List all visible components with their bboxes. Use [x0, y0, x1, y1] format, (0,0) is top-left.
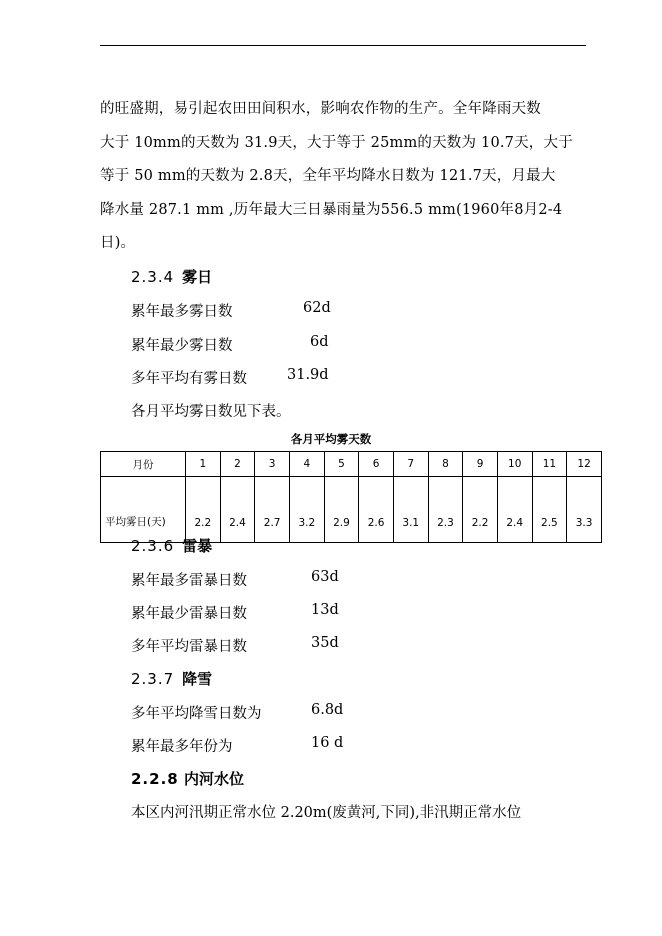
- stat-value: 35d: [311, 635, 339, 651]
- month-cell: 11: [532, 452, 567, 477]
- stat-value: 63d: [311, 569, 339, 585]
- snow-max-line: [131, 735, 344, 756]
- stat-label: 累年最多年份为: [131, 739, 233, 755]
- stat-value: 6d: [310, 334, 329, 350]
- month-cell: 6: [359, 452, 394, 477]
- snow-heading: [131, 668, 212, 689]
- value-cell: 2.5: [532, 477, 567, 543]
- paragraph-line: 降水量 287.1 mm ,历年最大三日暴雨量为556.5 mm(1960年8月2-4: [100, 201, 563, 218]
- value-cell: 2.4: [220, 477, 255, 543]
- river-text: 本区内河汛期正常水位 2.20m(废黄河,下同),非汛期正常水位: [131, 805, 522, 821]
- month-cell: 3: [255, 452, 290, 477]
- month-header: 月份: [101, 452, 186, 477]
- stat-value: 13d: [311, 602, 339, 618]
- month-cell: 8: [428, 452, 463, 477]
- table-caption: 各月平均雾天数: [290, 432, 372, 446]
- header-rule: [100, 45, 586, 46]
- paragraph-line: 大于 10mm的天数为 31.9天，大于等于 25mm的天数为 10.7天，大于: [100, 134, 573, 151]
- fog-avg-line: [131, 367, 329, 388]
- thunder-min-line: [131, 602, 339, 623]
- monthly-fog-table: [100, 451, 602, 543]
- section-title: 降雪: [182, 670, 213, 688]
- section-title: 雷暴: [182, 537, 213, 555]
- fog-table-note: 各月平均雾日数见下表。: [131, 404, 291, 420]
- section-title: 雾日: [182, 268, 213, 286]
- stat-label: 多年平均有雾日数: [131, 371, 247, 387]
- value-cell: 3.1: [393, 477, 428, 543]
- section-number: 2.3.6: [131, 537, 175, 555]
- fog-max-line: [131, 300, 331, 321]
- table-header-row: [101, 452, 602, 477]
- thunder-max-line: [131, 569, 339, 590]
- stat-label: 累年最少雾日数: [131, 338, 233, 354]
- month-cell: 1: [186, 452, 221, 477]
- month-cell: 9: [463, 452, 498, 477]
- stat-label: 多年平均雷暴日数: [131, 639, 247, 655]
- section-number: 2.3.4: [131, 268, 175, 286]
- month-cell: 2: [220, 452, 255, 477]
- paragraph-line: 的旺盛期，易引起农田田间积水，影响农作物的生产。全年降雨天数: [100, 101, 541, 117]
- value-cell: 2.2: [463, 477, 498, 543]
- value-cell: 3.3: [567, 477, 602, 543]
- value-cell: 2.6: [359, 477, 394, 543]
- fog-min-line: [131, 334, 329, 355]
- thunder-heading: [131, 535, 212, 556]
- month-cell: 7: [393, 452, 428, 477]
- stat-label: 累年最多雾日数: [131, 304, 233, 320]
- month-cell: 10: [497, 452, 532, 477]
- fog-heading: [131, 266, 212, 287]
- stat-label: 累年最少雷暴日数: [131, 606, 247, 622]
- value-cell: 2.9: [324, 477, 359, 543]
- section-title: 内河水位: [183, 770, 244, 788]
- value-cell: 2.3: [428, 477, 463, 543]
- rainfall-paragraph: [100, 93, 590, 261]
- paragraph-line: 等于 50 mm的天数为 2.8天，全年平均降水日数为 121.7天，月最大: [100, 168, 556, 184]
- stat-value: 62d: [303, 300, 331, 316]
- month-cell: 4: [289, 452, 324, 477]
- row-label: 平均雾日(天): [101, 477, 186, 543]
- snow-avg-line: [131, 702, 344, 723]
- month-cell: 5: [324, 452, 359, 477]
- stat-value: 31.9d: [287, 367, 329, 383]
- river-heading: [131, 768, 244, 789]
- section-number: 2.2.8: [131, 770, 179, 788]
- value-cell: 3.2: [289, 477, 324, 543]
- value-cell: 2.7: [255, 477, 290, 543]
- stat-value: 6.8d: [311, 702, 344, 718]
- value-cell: 2.2: [186, 477, 221, 543]
- stat-label: 累年最多雷暴日数: [131, 573, 247, 589]
- paragraph-line: 日)。: [100, 235, 136, 251]
- value-cell: 2.4: [497, 477, 532, 543]
- stat-label: 多年平均降雪日数为: [131, 706, 262, 722]
- month-cell: 12: [567, 452, 602, 477]
- thunder-avg-line: [131, 635, 339, 656]
- table-row: [101, 477, 602, 543]
- section-number: 2.3.7: [131, 670, 175, 688]
- stat-value: 16 d: [311, 735, 344, 751]
